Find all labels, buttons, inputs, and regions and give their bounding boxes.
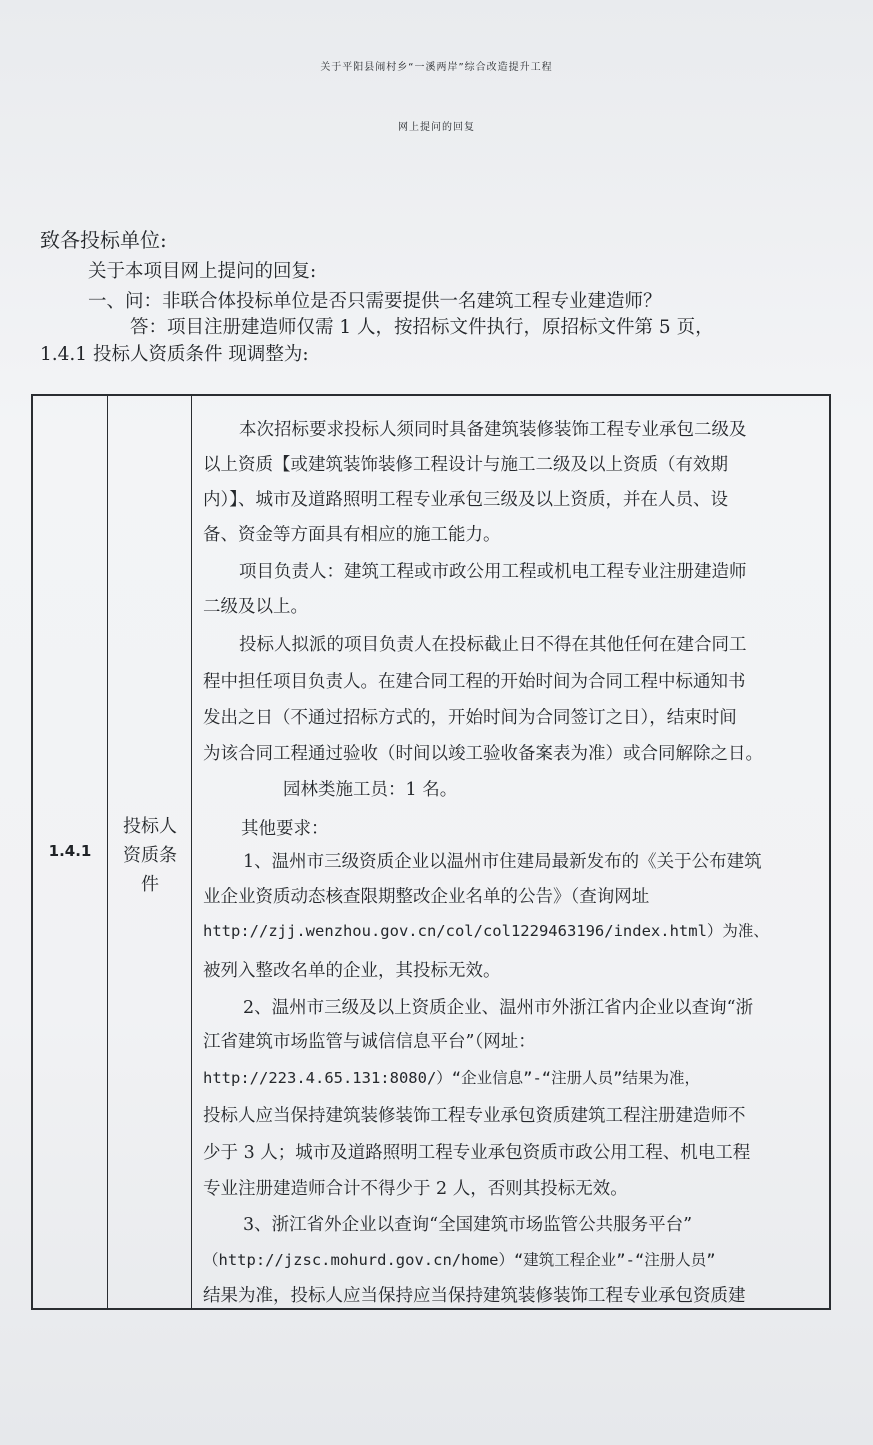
content-line-url: （http://jzsc.mohurd.gov.cn/home）“建筑工程企业”-“注册人员” bbox=[203, 1251, 716, 1269]
content-line: 项目负责人：建筑工程或市政公用工程或机电工程专业注册建造师 bbox=[239, 562, 747, 582]
item-name-line: 投标人 bbox=[123, 816, 177, 837]
question-text: 一、问：非联合体投标单位是否只需要提供一名建筑工程专业建造师？ bbox=[88, 291, 662, 312]
content-line: 以上资质【或建筑装饰装修工程设计与施工二级及以上资质（有效期 bbox=[203, 455, 728, 475]
content-line-url: http://zjj.wenzhou.gov.cn/col/col1229463196/index.html）为准、 bbox=[203, 922, 769, 940]
content-line: 少于 3 人；城市及道路照明工程专业承包资质市政公用工程、机电工程 bbox=[203, 1143, 751, 1163]
qualification-table bbox=[31, 394, 831, 1310]
content-line: 业企业资质动态核查限期整改企业名单的公告》（查询网址 bbox=[203, 887, 650, 907]
content-line: 程中担任项目负责人。在建合同工程的开始时间为合同工程中标通知书 bbox=[203, 672, 746, 692]
content-line: 被列入整改名单的企业，其投标无效。 bbox=[203, 961, 501, 981]
document-title-line1: 关于平阳县闹村乡“一溪两岸”综合改造提升工程 bbox=[320, 62, 553, 73]
table-divider bbox=[191, 396, 192, 1308]
content-line-url: http://223.4.65.131:8080/）“企业信息”-“注册人员”结果为准， bbox=[203, 1069, 700, 1087]
content-line: 投标人应当保持建筑装修装饰工程专业承包资质建筑工程注册建造师不 bbox=[203, 1106, 746, 1126]
content-line: 投标人拟派的项目负责人在投标截止日不得在其他任何在建合同工 bbox=[239, 635, 747, 655]
content-line: 为该合同工程通过验收（时间以竣工验收备案表为准）或合同解除之日。 bbox=[203, 744, 763, 764]
content-line: 2、温州市三级及以上资质企业、温州市外浙江省内企业以查询“浙 bbox=[243, 998, 754, 1018]
item-name-cell bbox=[109, 812, 191, 899]
document-title-line2: 网上提问的回复 bbox=[398, 122, 475, 133]
addressee: 致各投标单位: bbox=[40, 228, 167, 252]
intro-text: 关于本项目网上提问的回复: bbox=[88, 261, 317, 282]
answer-text-continued: 1.4.1 投标人资质条件 现调整为: bbox=[40, 344, 309, 365]
content-line: 内）】、城市及道路照明工程专业承包三级及以上资质，并在人员、设 bbox=[203, 490, 728, 510]
content-line: 园林类施工员：1 名。 bbox=[283, 780, 458, 800]
table-divider bbox=[107, 396, 108, 1308]
content-line: 结果为准，投标人应当保持应当保持建筑装修装饰工程专业承包资质建 bbox=[203, 1286, 746, 1306]
content-line: 其他要求： bbox=[241, 819, 329, 839]
item-name-line: 件 bbox=[141, 874, 159, 895]
item-number-cell: 1.4.1 bbox=[48, 842, 92, 860]
item-name-line: 资质条 bbox=[123, 845, 177, 866]
content-line: 1、温州市三级资质企业以温州市住建局最新发布的《关于公布建筑 bbox=[243, 852, 762, 872]
answer-text: 答：项目注册建造师仅需 1 人，按招标文件执行，原招标文件第 5 页， bbox=[130, 317, 714, 338]
content-line: 二级及以上。 bbox=[203, 597, 308, 617]
content-line: 江省建筑市场监管与诚信信息平台”（网址： bbox=[203, 1032, 536, 1052]
content-line: 发出之日（不通过招标方式的，开始时间为合同签订之日），结束时间 bbox=[203, 708, 737, 728]
content-line: 备、资金等方面具有相应的施工能力。 bbox=[203, 525, 501, 545]
content-line: 本次招标要求投标人须同时具备建筑装修装饰工程专业承包二级及 bbox=[239, 420, 747, 440]
content-line: 专业注册建造师合计不得少于 2 人，否则其投标无效。 bbox=[203, 1179, 628, 1199]
content-line: 3、浙江省外企业以查询“全国建筑市场监管公共服务平台” bbox=[243, 1215, 693, 1235]
